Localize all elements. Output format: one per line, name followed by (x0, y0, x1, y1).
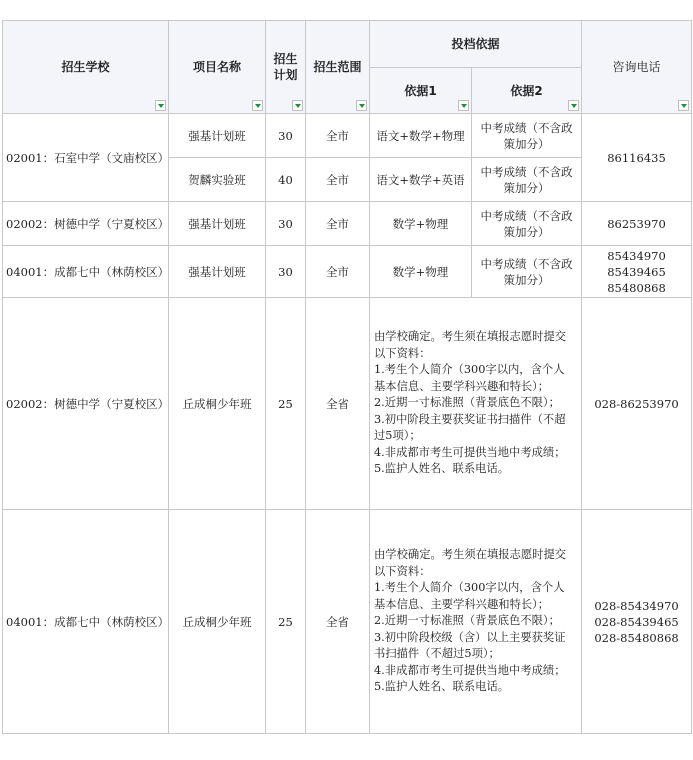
project-cell: 丘成桐少年班 (169, 510, 266, 734)
basis1-cell: 数学+物理 (370, 246, 472, 298)
filter-dropdown-icon[interactable] (678, 100, 689, 111)
header-basis1: 依据1 (370, 68, 472, 114)
header-project: 项目名称 (169, 21, 266, 114)
requirements-cell: 由学校确定。考生须在填报志愿时提交以下资料： 1.考生个人简介（300字以内，含个人基本信息、主要学科兴趣和特长）； 2.近期一寸标准照（背景底色不限）； 3.初中阶段校级（含）以上主要获奖证书扫描件（不超过5项）； 4.非成都市考生可提供当地中考成绩； 5.监护人姓名、联系电话。 (370, 510, 582, 734)
phone-cell: 86116435 (582, 114, 692, 202)
school-cell: 02001：石室中学（文庙校区） (3, 114, 169, 202)
header-plan: 招生计划 (266, 21, 306, 114)
basis2-cell: 中考成绩（不含政策加分） (472, 202, 582, 246)
basis2-cell: 中考成绩（不含政策加分） (472, 246, 582, 298)
filter-dropdown-icon[interactable] (155, 100, 166, 111)
header-basis: 投档依据 (370, 21, 582, 68)
scope-cell: 全市 (306, 158, 370, 202)
table-row (3, 114, 692, 158)
plan-cell: 30 (266, 202, 306, 246)
filter-dropdown-icon[interactable] (356, 100, 367, 111)
phone-cell: 85434970 85439465 85480868 (582, 246, 692, 298)
project-cell: 强基计划班 (169, 114, 266, 158)
filter-dropdown-icon[interactable] (252, 100, 263, 111)
project-cell: 丘成桐少年班 (169, 298, 266, 510)
scope-cell: 全省 (306, 298, 370, 510)
basis1-cell: 数学+物理 (370, 202, 472, 246)
school-cell: 02002：树德中学（宁夏校区） (3, 298, 169, 510)
project-cell: 强基计划班 (169, 246, 266, 298)
filter-dropdown-icon[interactable] (568, 100, 579, 111)
filter-dropdown-icon[interactable] (292, 100, 303, 111)
basis2-cell: 中考成绩（不含政策加分） (472, 158, 582, 202)
basis1-cell: 语文+数学+英语 (370, 158, 472, 202)
header-phone: 咨询电话 (582, 21, 692, 114)
plan-cell: 30 (266, 114, 306, 158)
school-cell: 04001：成都七中（林荫校区） (3, 246, 169, 298)
project-cell: 强基计划班 (169, 202, 266, 246)
filter-dropdown-icon[interactable] (458, 100, 469, 111)
plan-cell: 25 (266, 298, 306, 510)
plan-cell: 40 (266, 158, 306, 202)
plan-cell: 25 (266, 510, 306, 734)
scope-cell: 全市 (306, 246, 370, 298)
header-school: 招生学校 (3, 21, 169, 114)
header-scope: 招生范围 (306, 21, 370, 114)
basis2-cell: 中考成绩（不含政策加分） (472, 114, 582, 158)
scope-cell: 全省 (306, 510, 370, 734)
scope-cell: 全市 (306, 202, 370, 246)
school-cell: 02002：树德中学（宁夏校区） (3, 202, 169, 246)
table-row (3, 246, 692, 298)
requirements-cell: 由学校确定。考生须在填报志愿时提交以下资料： 1.考生个人简介（300字以内，含个人基本信息、主要学科兴趣和特长）； 2.近期一寸标准照（背景底色不限）； 3.初中阶段主要获奖证书扫描件（不超过5项）； 4.非成都市考生可提供当地中考成绩； 5.监护人姓名、联系电话。 (370, 298, 582, 510)
school-cell: 04001：成都七中（林荫校区） (3, 510, 169, 734)
phone-cell: 028-86253970 (582, 298, 692, 510)
plan-cell: 30 (266, 246, 306, 298)
admission-table (2, 20, 692, 734)
basis1-cell: 语文+数学+物理 (370, 114, 472, 158)
header-basis2: 依据2 (472, 68, 582, 114)
scope-cell: 全市 (306, 114, 370, 158)
table-row (3, 510, 692, 734)
table-row (3, 202, 692, 246)
project-cell: 贺麟实验班 (169, 158, 266, 202)
phone-cell: 86253970 (582, 202, 692, 246)
table-row (3, 298, 692, 510)
phone-cell: 028-85434970 028-85439465 028-85480868 (582, 510, 692, 734)
